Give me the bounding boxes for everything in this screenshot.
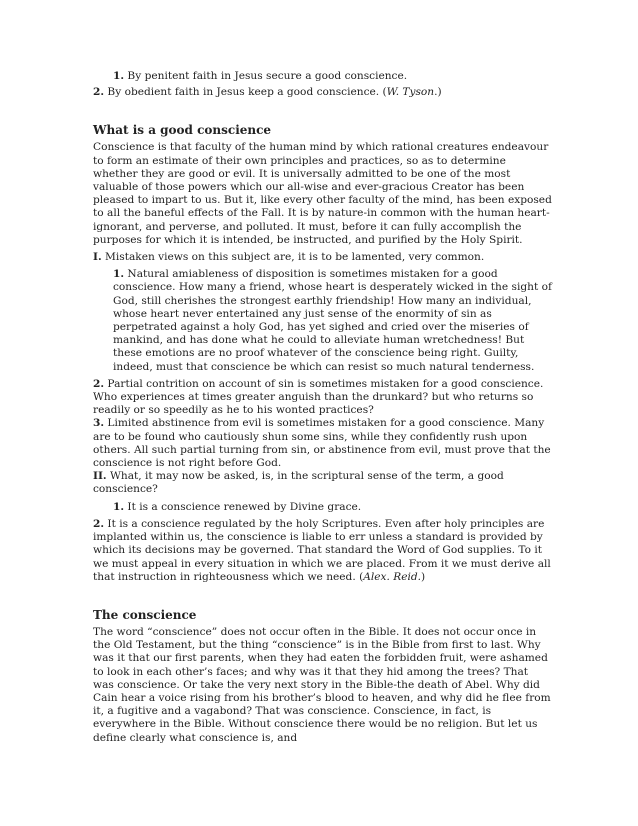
item-number: 2. — [93, 517, 105, 530]
point-II — [93, 470, 552, 496]
paragraph: The word “conscience” does not occur often in the Bible. It does not occur once in the Old Testament, but the thing “conscience” is in the Bible from first to last. Why was it that our first parents, when they had eaten the forbidden fruit, were ashamed to look in each other’s faces; and why was it that they hid among the trees? That was conscience. Or take the very next story in the Bible-the death of Abel. Why did Cain hear a voice rising from his brother’s blood to heaven, and why did he flee from it, a fugitive and a vagabond? That was conscience. Conscience, in fact, is everywhere in the Bible. Without conscience there would be no religion. But let us define clearly what conscience is, and — [93, 625, 551, 744]
intro-item-2 — [93, 86, 552, 99]
sub-point-5 — [93, 518, 552, 584]
author-citation: W. Tyson — [386, 86, 435, 99]
item-number: 1. — [113, 500, 125, 513]
item-text: Limited abstinence from evil is sometimes mistaken for a good conscience. Many are to be found who cautiously shun some sins, while they confidently rush upon others. All such partial turning from sin, or abstinence from evil, must prove that the conscience is not right before God. — [93, 417, 551, 470]
sub-point-4 — [93, 501, 552, 514]
item-text: By obedient faith in Jesus keep a good conscience. ( — [104, 86, 387, 99]
item-text: It is a conscience renewed by Divine grace. — [124, 500, 362, 513]
sub-point-1 — [93, 268, 552, 374]
section-heading-the-conscience: The conscience — [93, 607, 197, 622]
point-number: I. — [93, 251, 102, 264]
item-text: It is a conscience regulated by the holy Scriptures. Even after holy principles are implanted within us, the conscience is liable to err unless a standard is provided by which its decisions may be governed. That standard the Word of God supplies. To it we must appeal in every situation in which we are placed. From it we must derive all that instruction in righteousness which we need. ( — [93, 517, 551, 583]
item-text-end: .) — [434, 86, 442, 99]
item-number: 3. — [93, 417, 105, 430]
item-number: 1. — [113, 268, 125, 281]
item-text: Natural amiableness of disposition is sometimes mistaken for a good conscience. How many a friend, whose heart is desperately wicked in the sight of God, still cherishes the strongest earthly friendship! How many an individual, whose heart never entertained any just sense of the enormity of sin as perpetrated against a holy God, has yet sighed and cried over the miseries of mankind, and has done what he could to alleviate human wretchedness! But these emotions are no proof whatever of the conscience being right. Guilty, indeed, must that conscience be which can resist so much natural tenderness. — [113, 268, 552, 373]
sub-point-2 — [93, 378, 552, 418]
point-I — [93, 251, 552, 264]
intro-item-1 — [93, 70, 552, 83]
section-heading-good-conscience: What is a good conscience — [93, 123, 272, 138]
item-text: By penitent faith in Jesus secure a good conscience. — [124, 70, 408, 82]
item-text: Partial contrition on account of sin is sometimes mistaken for a good conscience. Who experiences at times greater anguish than the drunkard? but who returns so readily or so speedily as he to his wonted practices? — [93, 377, 544, 417]
item-number: 2. — [93, 86, 105, 99]
point-text: What, it may now be asked, is, in the scriptural sense of the term, a good conscience? — [93, 470, 504, 496]
item-text-end: ) — [421, 570, 426, 583]
item-number: 2. — [93, 377, 105, 390]
item-number: 1. — [113, 70, 125, 82]
point-text: Mistaken views on this subject are, it is to be lamented, very common. — [101, 251, 485, 264]
point-number: II. — [93, 470, 107, 483]
sub-point-3 — [93, 417, 552, 470]
paragraph: Conscience is that faculty of the human mind by which rational creatures endeavour to form an estimate of their own principles and practices, so as to determine whether they are good or evil. It is universally admitted to be one of the most valuable of those powers which our all-wise and ever-gracious Creator has been pleased to impart to us. But it, like every other faculty of the mind, has been exposed to all the baneful effects of the Fall. It is by nature-in common with the human heart-ignorant, and perverse, and polluted. It must, before it can fully accomplish the purposes for which it is intended, be instructed, and purified by the Holy Spirit. — [93, 141, 552, 246]
author-citation: Alex. Reid. — [363, 570, 422, 583]
